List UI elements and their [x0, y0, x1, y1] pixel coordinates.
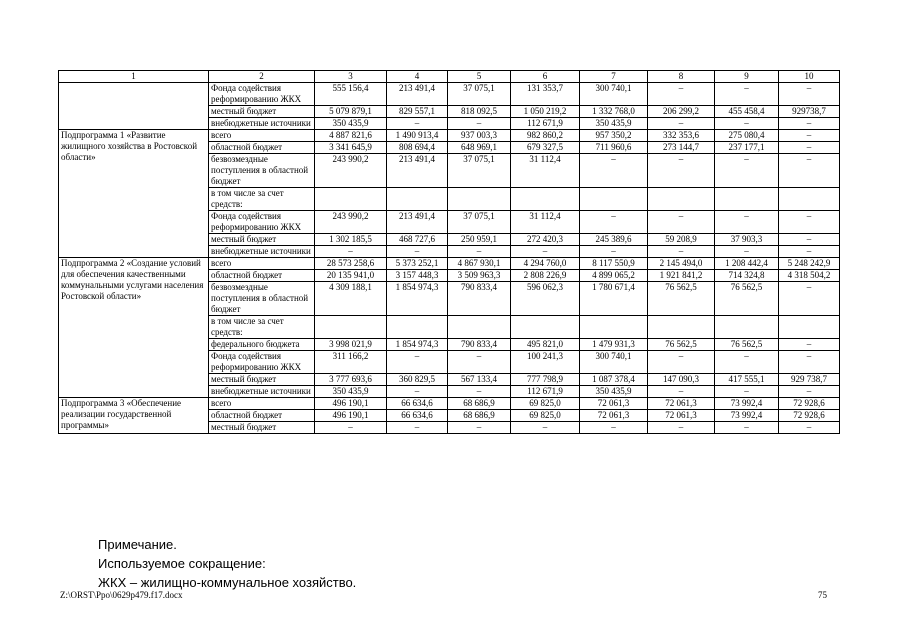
value-cell: 957 350,2 — [580, 130, 648, 142]
value-cell: 69 825,0 — [511, 410, 580, 422]
value-cell: 929 738,7 — [779, 374, 840, 386]
value-cell: 4 294 760,0 — [511, 258, 580, 270]
value-cell: 300 740,1 — [580, 351, 648, 374]
header-cell: 7 — [580, 71, 648, 83]
value-cell: 777 798,9 — [511, 374, 580, 386]
value-cell: 213 491,4 — [387, 154, 448, 188]
value-cell: 360 829,5 — [387, 374, 448, 386]
header-cell: 1 — [59, 71, 209, 83]
value-cell: – — [648, 83, 715, 106]
value-cell — [315, 188, 387, 211]
value-cell: 300 740,1 — [580, 83, 648, 106]
value-cell: 72 061,3 — [580, 410, 648, 422]
subprogram-label — [59, 83, 209, 130]
value-cell: – — [715, 154, 779, 188]
funding-source: внебюджетные источники — [209, 246, 315, 258]
value-cell: 273 144,7 — [648, 142, 715, 154]
note-abbrev-heading: Используемое сокращение: — [98, 556, 266, 571]
value-cell: 714 324,8 — [715, 270, 779, 282]
header-cell: 4 — [387, 71, 448, 83]
table-row — [59, 398, 840, 410]
value-cell: – — [648, 246, 715, 258]
value-cell: 1 854 974,3 — [387, 339, 448, 351]
value-cell: – — [779, 118, 840, 130]
value-cell: – — [779, 282, 840, 316]
value-cell: 76 562,5 — [648, 282, 715, 316]
funding-source: областной бюджет — [209, 410, 315, 422]
value-cell: – — [387, 246, 448, 258]
value-cell: – — [715, 83, 779, 106]
notes-block — [98, 535, 356, 592]
funding-source: местный бюджет — [209, 422, 315, 434]
value-cell: – — [580, 154, 648, 188]
value-cell: 2 145 494,0 — [648, 258, 715, 270]
table-row — [59, 258, 840, 270]
value-cell: 4 867 930,1 — [448, 258, 511, 270]
value-cell: 1 208 442,4 — [715, 258, 779, 270]
file-path: Z:\ORST\Ppo\0629p479.f17.docx — [60, 590, 183, 600]
value-cell: – — [648, 351, 715, 374]
value-cell: 72 928,6 — [779, 410, 840, 422]
value-cell: 4 309 188,1 — [315, 282, 387, 316]
value-cell: – — [511, 422, 580, 434]
value-cell: 20 135 941,0 — [315, 270, 387, 282]
header-cell: 8 — [648, 71, 715, 83]
value-cell: 332 353,6 — [648, 130, 715, 142]
header-cell: 10 — [779, 71, 840, 83]
value-cell: – — [715, 386, 779, 398]
value-cell: – — [448, 118, 511, 130]
value-cell: 37 075,1 — [448, 83, 511, 106]
value-cell — [315, 316, 387, 339]
value-cell: 5 248 242,9 — [779, 258, 840, 270]
value-cell: 496 190,1 — [315, 410, 387, 422]
value-cell: 4 887 821,6 — [315, 130, 387, 142]
value-cell: – — [779, 422, 840, 434]
funding-source: Фонда содействия реформированию ЖКХ — [209, 83, 315, 106]
value-cell: 76 562,5 — [715, 282, 779, 316]
value-cell: 73 992,4 — [715, 398, 779, 410]
value-cell — [448, 316, 511, 339]
value-cell: 3 157 448,3 — [387, 270, 448, 282]
subprogram-label: Подпрограмма 2 «Создание условий для обеспечения качественными коммунальными услугами населения Ростовской области» — [59, 258, 209, 398]
value-cell: – — [387, 422, 448, 434]
value-cell: 31 112,4 — [511, 211, 580, 234]
value-cell: 206 299,2 — [648, 106, 715, 118]
funding-source: внебюджетные источники — [209, 386, 315, 398]
value-cell: 66 634,6 — [387, 410, 448, 422]
funding-source: местный бюджет — [209, 374, 315, 386]
funding-source: федерального бюджета — [209, 339, 315, 351]
value-cell: – — [580, 211, 648, 234]
value-cell: – — [448, 351, 511, 374]
value-cell: 829 557,1 — [387, 106, 448, 118]
value-cell — [648, 188, 715, 211]
value-cell: 808 694,4 — [387, 142, 448, 154]
value-cell: 37 903,3 — [715, 234, 779, 246]
value-cell — [715, 188, 779, 211]
value-cell: 147 090,3 — [648, 374, 715, 386]
value-cell: – — [779, 246, 840, 258]
budget-table — [58, 70, 840, 434]
value-cell: 1 479 931,3 — [580, 339, 648, 351]
value-cell: 3 341 645,9 — [315, 142, 387, 154]
value-cell: 72 928,6 — [779, 398, 840, 410]
value-cell: – — [715, 211, 779, 234]
value-cell — [387, 316, 448, 339]
value-cell: 76 562,5 — [715, 339, 779, 351]
value-cell: 1 780 671,4 — [580, 282, 648, 316]
value-cell: 2 808 226,9 — [511, 270, 580, 282]
value-cell: 790 833,4 — [448, 339, 511, 351]
funding-source: областной бюджет — [209, 270, 315, 282]
value-cell: 1 050 219,2 — [511, 106, 580, 118]
value-cell: – — [648, 422, 715, 434]
funding-source: местный бюджет — [209, 106, 315, 118]
value-cell — [387, 188, 448, 211]
subprogram-label: Подпрограмма 3 «Обеспечение реализации государственной программы» — [59, 398, 209, 434]
value-cell: 243 990,2 — [315, 154, 387, 188]
value-cell: 496 190,1 — [315, 398, 387, 410]
value-cell — [511, 188, 580, 211]
value-cell: 1 854 974,3 — [387, 282, 448, 316]
value-cell: 112 671,9 — [511, 118, 580, 130]
funding-source: в том числе за счет средств: — [209, 316, 315, 339]
value-cell: – — [448, 246, 511, 258]
value-cell: 31 112,4 — [511, 154, 580, 188]
funding-source: областной бюджет — [209, 142, 315, 154]
value-cell: – — [648, 211, 715, 234]
value-cell: – — [715, 422, 779, 434]
value-cell: – — [648, 118, 715, 130]
value-cell: 648 969,1 — [448, 142, 511, 154]
value-cell: 929738,7 — [779, 106, 840, 118]
subprogram-label: Подпрограмма 1 «Развитие жилищного хозяйства в Ростовской области» — [59, 130, 209, 258]
value-cell: – — [315, 422, 387, 434]
value-cell: – — [511, 246, 580, 258]
value-cell: 73 992,4 — [715, 410, 779, 422]
value-cell: 28 573 258,6 — [315, 258, 387, 270]
value-cell: 213 491,4 — [387, 211, 448, 234]
value-cell: – — [448, 386, 511, 398]
value-cell: 72 061,3 — [648, 410, 715, 422]
value-cell: 495 821,0 — [511, 339, 580, 351]
value-cell: – — [779, 339, 840, 351]
funding-source: местный бюджет — [209, 234, 315, 246]
value-cell: 350 435,9 — [315, 118, 387, 130]
value-cell: – — [448, 422, 511, 434]
value-cell: 555 156,4 — [315, 83, 387, 106]
value-cell: 350 435,9 — [580, 386, 648, 398]
value-cell: 4 318 504,2 — [779, 270, 840, 282]
value-cell: 5 373 252,1 — [387, 258, 448, 270]
page-number: 75 — [818, 590, 827, 600]
value-cell: – — [779, 351, 840, 374]
value-cell — [580, 188, 648, 211]
value-cell: 69 825,0 — [511, 398, 580, 410]
header-cell: 6 — [511, 71, 580, 83]
value-cell: 3 777 693,6 — [315, 374, 387, 386]
value-cell: 790 833,4 — [448, 282, 511, 316]
header-cell: 2 — [209, 71, 315, 83]
value-cell: 76 562,5 — [648, 339, 715, 351]
funding-source: Фонда содействия реформированию ЖКХ — [209, 351, 315, 374]
note-title: Примечание. — [98, 537, 177, 552]
table-row — [59, 130, 840, 142]
value-cell: – — [715, 118, 779, 130]
value-cell: 3 998 021,9 — [315, 339, 387, 351]
value-cell: – — [715, 351, 779, 374]
value-cell: 350 435,9 — [315, 386, 387, 398]
value-cell: 68 686,9 — [448, 398, 511, 410]
value-cell: 37 075,1 — [448, 154, 511, 188]
value-cell: 711 960,6 — [580, 142, 648, 154]
value-cell: – — [779, 154, 840, 188]
value-cell: 455 458,4 — [715, 106, 779, 118]
value-cell: – — [387, 351, 448, 374]
funding-source: внебюджетные источники — [209, 118, 315, 130]
value-cell: 245 389,6 — [580, 234, 648, 246]
value-cell: 275 080,4 — [715, 130, 779, 142]
value-cell: 213 491,4 — [387, 83, 448, 106]
table-row — [59, 83, 840, 106]
value-cell: 250 959,1 — [448, 234, 511, 246]
value-cell: 272 420,3 — [511, 234, 580, 246]
value-cell: 596 062,3 — [511, 282, 580, 316]
funding-source: в том числе за счет средств: — [209, 188, 315, 211]
value-cell — [511, 316, 580, 339]
value-cell — [448, 188, 511, 211]
header-cell: 5 — [448, 71, 511, 83]
value-cell: – — [387, 118, 448, 130]
value-cell: 1 302 185,5 — [315, 234, 387, 246]
value-cell: 4 899 065,2 — [580, 270, 648, 282]
value-cell: 112 671,9 — [511, 386, 580, 398]
value-cell: 818 092,5 — [448, 106, 511, 118]
value-cell: 37 075,1 — [448, 211, 511, 234]
value-cell: 243 990,2 — [315, 211, 387, 234]
value-cell: 68 686,9 — [448, 410, 511, 422]
value-cell — [779, 188, 840, 211]
value-cell — [779, 316, 840, 339]
value-cell: – — [779, 234, 840, 246]
value-cell: – — [779, 142, 840, 154]
value-cell: 311 166,2 — [315, 351, 387, 374]
value-cell: – — [715, 246, 779, 258]
value-cell: – — [779, 130, 840, 142]
value-cell: – — [648, 154, 715, 188]
header-cell: 9 — [715, 71, 779, 83]
funding-source: всего — [209, 130, 315, 142]
header-cell: 3 — [315, 71, 387, 83]
value-cell — [648, 316, 715, 339]
value-cell: – — [387, 386, 448, 398]
value-cell: 72 061,3 — [648, 398, 715, 410]
value-cell: 237 177,1 — [715, 142, 779, 154]
value-cell: 679 327,5 — [511, 142, 580, 154]
value-cell: 100 241,3 — [511, 351, 580, 374]
value-cell: 1 490 913,4 — [387, 130, 448, 142]
value-cell: – — [580, 422, 648, 434]
table-body — [59, 71, 840, 434]
funding-source: всего — [209, 398, 315, 410]
value-cell: – — [779, 211, 840, 234]
value-cell: 937 003,3 — [448, 130, 511, 142]
value-cell: 1 921 841,2 — [648, 270, 715, 282]
value-cell: 72 061,3 — [580, 398, 648, 410]
value-cell: – — [779, 386, 840, 398]
value-cell: 350 435,9 — [580, 118, 648, 130]
value-cell: 8 117 550,9 — [580, 258, 648, 270]
funding-source: всего — [209, 258, 315, 270]
value-cell: 3 509 963,3 — [448, 270, 511, 282]
value-cell — [715, 316, 779, 339]
value-cell: 131 353,7 — [511, 83, 580, 106]
table-header-row — [59, 71, 840, 83]
note-abbrev-jkh: ЖКХ – жилищно-коммунальное хозяйство. — [98, 575, 357, 590]
funding-source: Фонда содействия реформированию ЖКХ — [209, 211, 315, 234]
value-cell: – — [315, 246, 387, 258]
value-cell: 417 555,1 — [715, 374, 779, 386]
funding-source: безвозмездные поступления в областной бюджет — [209, 154, 315, 188]
value-cell: 1 087 378,4 — [580, 374, 648, 386]
value-cell: 66 634,6 — [387, 398, 448, 410]
value-cell: 5 079 879,1 — [315, 106, 387, 118]
value-cell: 59 208,9 — [648, 234, 715, 246]
value-cell: 1 332 768,0 — [580, 106, 648, 118]
value-cell: – — [779, 83, 840, 106]
value-cell: 567 133,4 — [448, 374, 511, 386]
value-cell: – — [648, 386, 715, 398]
value-cell — [580, 316, 648, 339]
value-cell: 982 860,2 — [511, 130, 580, 142]
value-cell: – — [580, 246, 648, 258]
value-cell: 468 727,6 — [387, 234, 448, 246]
funding-source: безвозмездные поступления в областной бюджет — [209, 282, 315, 316]
